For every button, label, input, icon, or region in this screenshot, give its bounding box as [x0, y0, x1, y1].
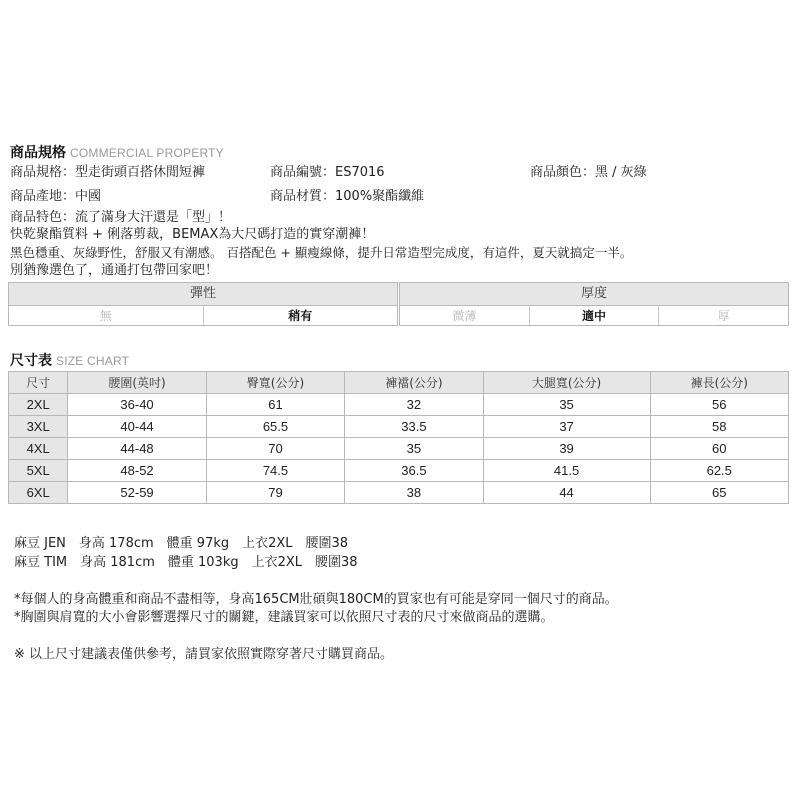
size-table-header [9, 372, 789, 394]
hip-cell: 79 [206, 482, 344, 504]
size-heading [10, 353, 129, 369]
size-table [8, 371, 789, 504]
table-row [9, 416, 789, 438]
size-cell: 5XL [9, 460, 68, 482]
elasticity-label: 彈性 [9, 283, 397, 306]
property-table [8, 282, 789, 326]
waist-cell: 48-52 [68, 460, 206, 482]
length-cell: 65 [650, 482, 788, 504]
rise-cell: 35 [345, 438, 483, 460]
table-row [9, 482, 789, 504]
spec-feature-line: 黑色穩重、灰綠野性，舒服又有潮感。 百搭配色 + 顯瘦線條，提升日常造型完成度，有這件，夏天就搞定一半。 [10, 245, 633, 260]
size-title-en: SIZE CHART [56, 354, 130, 368]
spec-title-en: COMMERCIAL PROPERTY [70, 146, 224, 160]
disclaimer: ※ 以上尺寸建議表僅供參考，請買家依照實際穿著尺寸購買商品。 [14, 647, 394, 662]
size-cell: 6XL [9, 482, 68, 504]
spec-code: 商品編號：ES7016 [270, 165, 385, 180]
spec-material: 商品材質：100%聚酯纖維 [270, 189, 425, 204]
table-row [9, 438, 789, 460]
spec-color: 商品顏色：黑 / 灰綠 [530, 165, 647, 180]
thigh-cell: 39 [483, 438, 650, 460]
elasticity-option-slight: 稍有 [203, 306, 398, 325]
header-rise: 褲襠(公分) [345, 372, 483, 394]
hip-cell: 65.5 [206, 416, 344, 438]
thickness-label: 厚度 [400, 283, 788, 306]
spec-title: 商品規格 [10, 145, 66, 161]
thigh-cell: 37 [483, 416, 650, 438]
rise-cell: 36.5 [345, 460, 483, 482]
length-cell: 60 [650, 438, 788, 460]
length-cell: 62.5 [650, 460, 788, 482]
header-hip: 臀寬(公分) [206, 372, 344, 394]
spec-feature-line: 快乾聚酯質料 + 俐落剪裁，BEMAX為大尺碼打造的實穿潮褲！ [10, 227, 375, 242]
spec-heading [10, 145, 224, 161]
thickness-option-medium: 適中 [529, 306, 659, 325]
table-row [9, 460, 789, 482]
waist-cell: 44-48 [68, 438, 206, 460]
spec-feature-line: 商品特色：流了滿身大汗還是「型」！ [10, 210, 232, 225]
spec-feature-line: 別猶豫選色了，通通打包帶回家吧！ [10, 263, 219, 278]
size-cell: 3XL [9, 416, 68, 438]
model-info-tim: 麻豆 TIM 身高 181cm 體重 103kg 上衣2XL 腰圍38 [14, 555, 358, 570]
rise-cell: 38 [345, 482, 483, 504]
thickness-option-thick: 厚 [658, 306, 788, 325]
rise-cell: 33.5 [345, 416, 483, 438]
table-row [9, 394, 789, 416]
thickness-options [400, 306, 788, 325]
elasticity-option-none: 無 [99, 309, 112, 323]
hip-cell: 61 [206, 394, 344, 416]
hip-cell: 70 [206, 438, 344, 460]
model-info-jen: 麻豆 JEN 身高 178cm 體重 97kg 上衣2XL 腰圍38 [14, 536, 349, 551]
note-line: *每個人的身高體重和商品不盡相等，身高165CM壯碩與180CM的買家也有可能是穿同一個尺寸的商品。 [14, 592, 618, 607]
size-title: 尺寸表 [10, 353, 52, 369]
thickness-group [399, 282, 789, 326]
note-line: *胸圍與肩寬的大小會影響選擇尺寸的關鍵，建議買家可以依照尺寸表的尺寸來做商品的選購。 [14, 610, 554, 625]
thigh-cell: 44 [483, 482, 650, 504]
size-cell: 2XL [9, 394, 68, 416]
header-waist: 腰圍(英吋) [68, 372, 206, 394]
spec-origin: 商品產地：中國 [10, 189, 102, 204]
length-cell: 58 [650, 416, 788, 438]
waist-cell: 52-59 [68, 482, 206, 504]
hip-cell: 74.5 [206, 460, 344, 482]
rise-cell: 32 [345, 394, 483, 416]
waist-cell: 36-40 [68, 394, 206, 416]
spec-name: 商品規格：型走街頭百搭休閒短褲 [10, 165, 206, 180]
thickness-option-thin: 微薄 [452, 309, 477, 323]
waist-cell: 40-44 [68, 416, 206, 438]
elasticity-options [9, 306, 397, 325]
size-cell: 4XL [9, 438, 68, 460]
header-thigh: 大腿寬(公分) [483, 372, 650, 394]
thigh-cell: 35 [483, 394, 650, 416]
header-size: 尺寸 [9, 372, 68, 394]
thigh-cell: 41.5 [483, 460, 650, 482]
length-cell: 56 [650, 394, 788, 416]
elasticity-group [8, 282, 398, 326]
header-length: 褲長(公分) [650, 372, 788, 394]
